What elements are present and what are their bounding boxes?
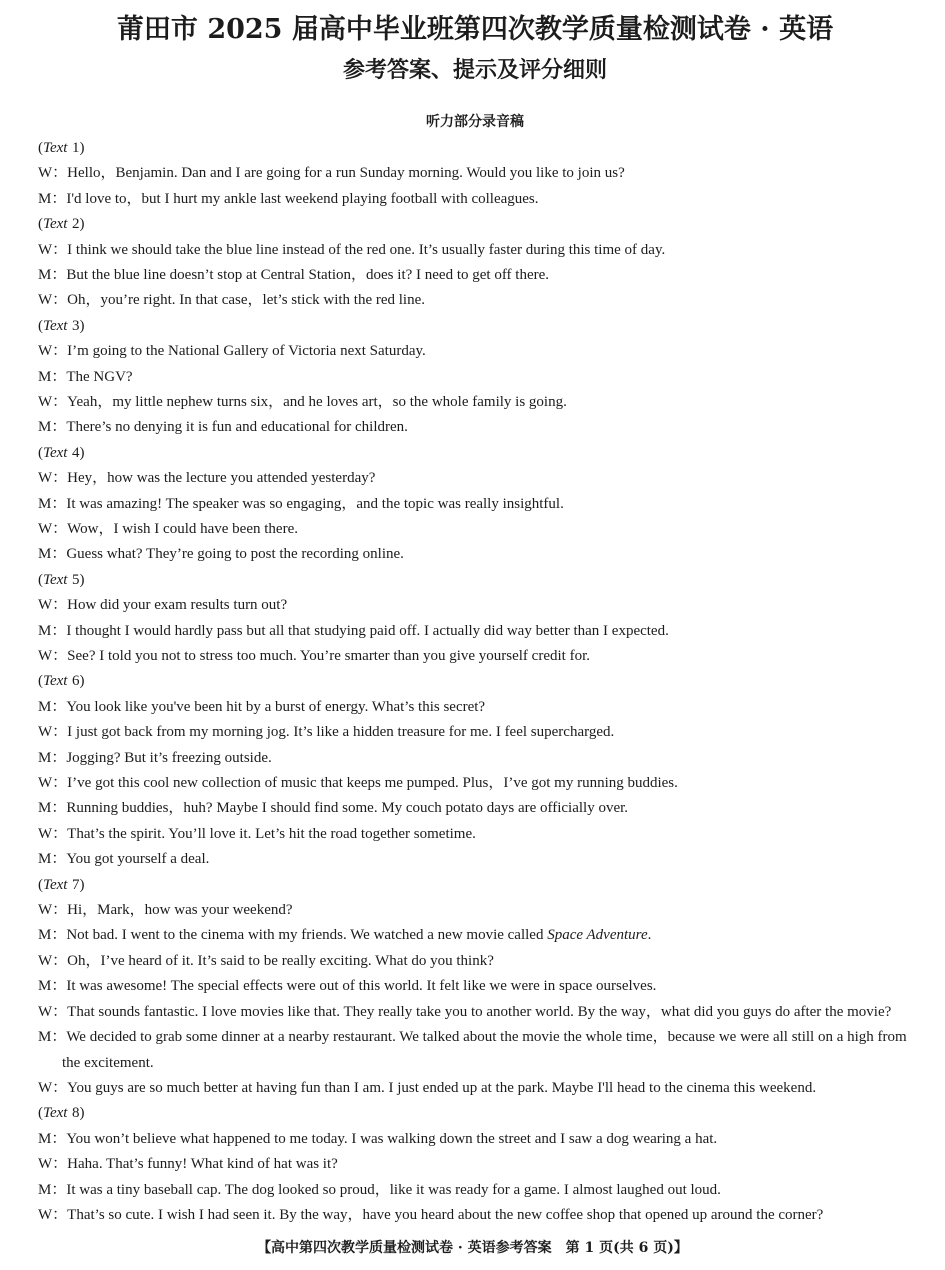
line-text: We decided to grab some dinner at a nearby restaurant. We talked about the movie the whole time，because we were all still on a high from the excitement. (62, 1029, 907, 1071)
transcript (38, 136, 912, 1228)
line-text: Wow，I wish I could have been there. (67, 521, 298, 538)
dialogue-line (38, 1000, 912, 1025)
speaker-label: W： (38, 165, 68, 182)
dialogue-line (38, 339, 912, 364)
label-close-paren: ) (79, 140, 85, 156)
speaker-label: W： (38, 394, 68, 411)
line-text: Guess what? They’re going to post the recording online. (66, 546, 404, 563)
label-close-paren: ) (79, 571, 85, 588)
label-number: 5 (71, 571, 80, 588)
text-label (38, 314, 912, 339)
text-label (38, 873, 912, 898)
line-text: That sounds fantastic. I love movies like that. They really take you to another world. By the way，what did you guys do after the movie? (67, 1003, 892, 1020)
speaker-label: W： (38, 724, 68, 741)
line-text: It was amazing! The speaker was so engaging，and the topic was really insightful. (66, 495, 564, 512)
line-text: That’s the spirit. You’ll love it. Let’s hit the road together sometime. (67, 825, 476, 842)
label-open-paren: ( (38, 571, 43, 588)
label-number: 8 (71, 1105, 80, 1122)
dialogue-line (38, 365, 912, 390)
speaker-label: M： (38, 546, 67, 563)
dialogue-line (38, 771, 912, 796)
line-text: Haha. That’s funny! What kind of hat was it? (67, 1156, 338, 1173)
dialogue-line (38, 187, 912, 212)
speaker-label: W： (38, 1079, 68, 1096)
line-text: You won’t believe what happened to me today. I was walking down the street and I saw a dog wearing a hat. (66, 1130, 718, 1147)
dialogue-line (38, 1127, 912, 1152)
speaker-label: M： (38, 1130, 67, 1147)
speaker-label: W： (38, 1003, 68, 1020)
dialogue-line (38, 542, 912, 567)
dialogue-line (38, 492, 912, 517)
text-block (38, 441, 912, 568)
text-label (38, 212, 912, 237)
label-open-paren: ( (38, 317, 43, 334)
label-open-paren: ( (38, 1105, 43, 1122)
dialogue-line (38, 288, 912, 313)
line-text: I'd love to，but I hurt my ankle last weekend playing football with colleagues. (66, 190, 539, 207)
text-label (38, 568, 912, 593)
dialogue-line (38, 720, 912, 745)
text-block (38, 212, 912, 314)
speaker-label: M： (38, 1029, 67, 1046)
dialogue-line (38, 695, 912, 720)
text-block (38, 136, 912, 212)
dialogue-line (38, 263, 912, 288)
text-label (38, 441, 912, 466)
line-text: Running buddies，huh? Maybe I should find some. My couch potato days are officially over. (66, 800, 629, 817)
label-word: Text (43, 444, 68, 461)
label-close-paren: ) (79, 1105, 85, 1122)
label-word: Text (43, 140, 68, 156)
speaker-label: W： (38, 1156, 68, 1173)
line-text: See? I told you not to stress too much. You’re smarter than you give yourself credit for. (67, 648, 590, 665)
dialogue-line (38, 923, 912, 948)
line-text: Jogging? But it’s freezing outside. (66, 749, 272, 766)
dialogue-line (38, 415, 912, 440)
dialogue-line (38, 466, 912, 491)
line-text: I thought I would hardly pass but all that studying paid off. I actually did way better than I expected. (66, 622, 669, 639)
line-text: Yeah，my little nephew turns six，and he loves art，so the whole family is going. (67, 394, 567, 411)
label-number: 3 (71, 317, 80, 334)
section-heading: 听力部分录音稿 (426, 114, 524, 130)
line-text: You got yourself a deal. (66, 851, 210, 868)
label-close-paren: ) (79, 317, 85, 334)
speaker-label: M： (38, 622, 67, 639)
line-text: I think we should take the blue line instead of the red one. It’s usually faster during this time of day. (67, 241, 666, 258)
dialogue-line (38, 593, 912, 618)
dialogue-line (38, 847, 912, 872)
speaker-label: M： (38, 927, 67, 944)
line-text: I’m going to the National Gallery of Victoria next Saturday. (67, 343, 426, 360)
speaker-label: W： (38, 521, 68, 538)
line-text: The NGV? (66, 368, 133, 385)
speaker-label: W： (38, 902, 68, 919)
speaker-label: W： (38, 241, 68, 258)
speaker-label: M： (38, 749, 67, 766)
speaker-label: M： (38, 419, 67, 436)
dialogue-line (38, 161, 912, 186)
dialogue-line (38, 822, 912, 847)
line-text: But the blue line doesn’t stop at Central Station，does it? I need to get off there. (66, 267, 550, 283)
speaker-label: M： (38, 978, 67, 995)
label-number: 2 (71, 216, 80, 233)
page-subtitle: 参考答案、提示及评分细则 (342, 57, 607, 83)
speaker-label: M： (38, 368, 67, 385)
dialogue-line (38, 974, 912, 999)
dialogue-line (38, 898, 912, 923)
dialogue-line (38, 238, 912, 263)
speaker-label: W： (38, 648, 68, 665)
label-close-paren: ) (79, 876, 85, 893)
speaker-label: M： (38, 851, 67, 868)
dialogue-line (38, 390, 912, 415)
dialogue-line (38, 619, 912, 644)
speaker-label: M： (38, 267, 67, 283)
label-open-paren: ( (38, 673, 43, 690)
line-text: It was a tiny baseball cap. The dog looked so proud，like it was ready for a game. I almost laughed out loud. (66, 1181, 721, 1198)
label-word: Text (43, 571, 68, 588)
speaker-label: W： (38, 292, 68, 309)
label-word: Text (43, 1105, 68, 1122)
speaker-label: M： (38, 190, 67, 207)
line-text: There’s no denying it is fun and educational for children. (66, 419, 408, 436)
label-open-paren: ( (38, 876, 43, 893)
line-text: That’s so cute. I wish I had seen it. By the way，have you heard about the new coffee shop that opened up around the corner? (67, 1206, 824, 1223)
line-text: I’ve got this cool new collection of music that keeps me pumped. Plus，I’ve got my running buddies. (67, 775, 678, 792)
dialogue-line (38, 1152, 912, 1177)
speaker-label: W： (38, 952, 68, 969)
dialogue-line (38, 1076, 912, 1101)
dialogue-line (38, 1025, 912, 1076)
dialogue-line (38, 644, 912, 669)
text-label (38, 1101, 912, 1126)
speaker-label: W： (38, 470, 68, 487)
text-block (38, 873, 912, 1102)
label-close-paren: ) (79, 444, 85, 461)
label-open-paren: ( (38, 444, 43, 461)
line-text: You guys are so much better at having fun than I am. I just ended up at the park. Maybe I'll head to the cinema this weekend. (67, 1079, 817, 1096)
line-text: Not bad. I went to the cinema with my friends. We watched a new movie called (66, 927, 548, 944)
label-word: Text (43, 673, 68, 690)
dialogue-line (38, 746, 912, 771)
dialogue-line (38, 1203, 912, 1228)
dialogue-line (38, 1178, 912, 1203)
dialogue-line (38, 796, 912, 821)
line-text: . (647, 927, 652, 944)
label-open-paren: ( (38, 140, 43, 156)
label-number: 6 (71, 673, 80, 690)
page-footer: 【高中第四次教学质量检测试卷 · 英语参考答案 第 1 页(共 6 页)】 (257, 1240, 688, 1256)
text-label (38, 669, 912, 694)
line-text: Hello，Benjamin. Dan and I are going for a run Sunday morning. Would you like to join us? (67, 165, 625, 182)
dialogue-line (38, 517, 912, 542)
page-title: 莆田市 2025 届高中毕业班第四次教学质量检测试卷 · 英语 (116, 14, 834, 45)
label-close-paren: ) (79, 216, 85, 233)
label-word: Text (43, 216, 68, 233)
line-text: Oh，I’ve heard of it. It’s said to be really exciting. What do you think? (67, 952, 494, 969)
line-text: Hi，Mark，how was your weekend? (67, 902, 293, 919)
label-word: Text (43, 317, 68, 334)
speaker-label: M： (38, 698, 67, 715)
speaker-label: W： (38, 775, 68, 792)
label-open-paren: ( (38, 216, 43, 233)
label-number: 7 (71, 876, 80, 893)
speaker-label: M： (38, 1181, 67, 1198)
text-block (38, 669, 912, 872)
speaker-label: W： (38, 343, 68, 360)
speaker-label: M： (38, 800, 67, 817)
line-text: Hey，how was the lecture you attended yesterday? (67, 470, 376, 487)
speaker-label: W： (38, 597, 68, 614)
line-text: I just got back from my morning jog. It’s like a hidden treasure for me. I feel supercharged. (67, 724, 615, 741)
speaker-label: W： (38, 825, 68, 842)
text-block (38, 314, 912, 441)
text-label (38, 136, 912, 161)
dialogue-line (38, 949, 912, 974)
movie-title: Space Adventure (547, 927, 648, 944)
line-text: How did your exam results turn out? (67, 597, 288, 614)
label-number: 4 (71, 444, 80, 461)
line-text: Oh，you’re right. In that case，let’s stick with the red line. (67, 292, 425, 309)
speaker-label: W： (38, 1206, 68, 1223)
label-word: Text (43, 876, 68, 893)
line-text: It was awesome! The special effects were out of this world. It felt like we were in space ourselves. (66, 978, 657, 995)
text-block (38, 568, 912, 670)
label-number: 1 (71, 140, 80, 156)
line-text: You look like you've been hit by a burst of energy. What’s this secret? (66, 698, 486, 715)
speaker-label: M： (38, 495, 67, 512)
label-close-paren: ) (79, 673, 85, 690)
text-block (38, 1101, 912, 1228)
